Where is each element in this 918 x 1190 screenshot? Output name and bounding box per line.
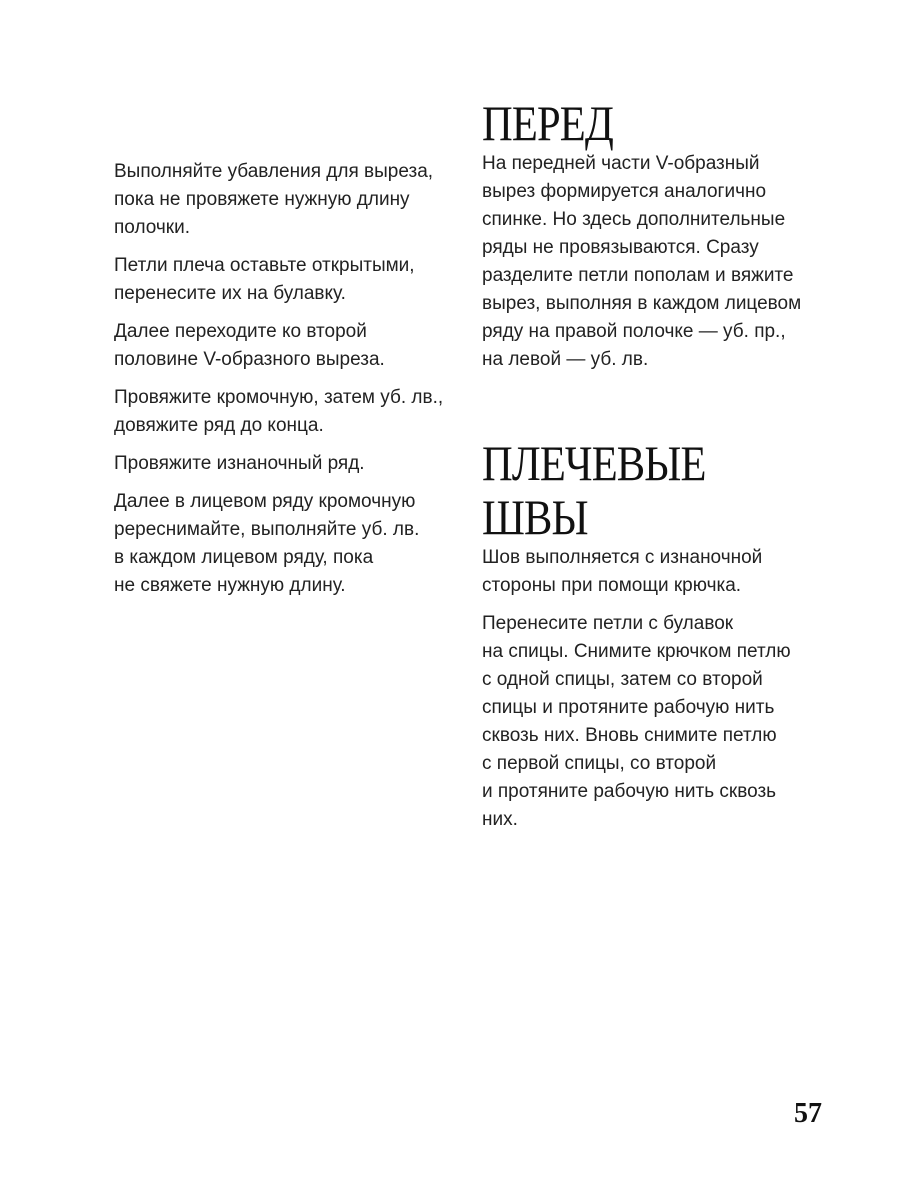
paragraph: Петли плеча оставьте открытыми, перенесите их на булавку. — [114, 255, 415, 304]
paragraph: Перенесите петли с булавок на спицы. Снимите крючком петлю с одной спицы, затем со второй спицы и протяните рабочую нить сквозь них. Вновь снимите петлю с первой спицы, со второй и протяните рабочую нить сквозь них. — [482, 613, 791, 830]
paragraph: Выполняйте убавления для выреза, пока не провяжете нужную длину полочки. — [114, 161, 434, 238]
section-heading-shoulder-seams: ПЛЕЧЕВЫЕ ШВЫ — [482, 435, 706, 545]
section-heading-front: ПЕРЕД — [482, 95, 613, 151]
left-column — [114, 158, 454, 610]
paragraph: На передней части V-образный вырез формируется аналогично спинке. Но здесь дополнительные ряды не провязываются. Сразу разделите петли пополам и вяжите вырез, выполняя в каждом лицевом ряду на правой полочке — уб. пр., на левой — уб. лв. — [482, 153, 802, 370]
paragraph: Шов выполняется с изнаночной стороны при помощи крючка. — [482, 547, 763, 596]
paragraph: Провяжите изнаночный ряд. — [114, 453, 365, 474]
paragraph: Далее переходите ко второй половине V-образного выреза. — [114, 321, 385, 370]
right-column — [482, 95, 832, 830]
page-number: 57 — [794, 1098, 822, 1129]
paragraph: Далее в лицевом ряду кромочную pереснимайте, выполняйте уб. лв. в каждом лицевом ряду, пока не свяжете нужную длину. — [114, 491, 420, 596]
paragraph: Провяжите кромочную, затем уб. лв., довяжите ряд до конца. — [114, 387, 444, 436]
section-shoulder-seams — [482, 436, 832, 844]
